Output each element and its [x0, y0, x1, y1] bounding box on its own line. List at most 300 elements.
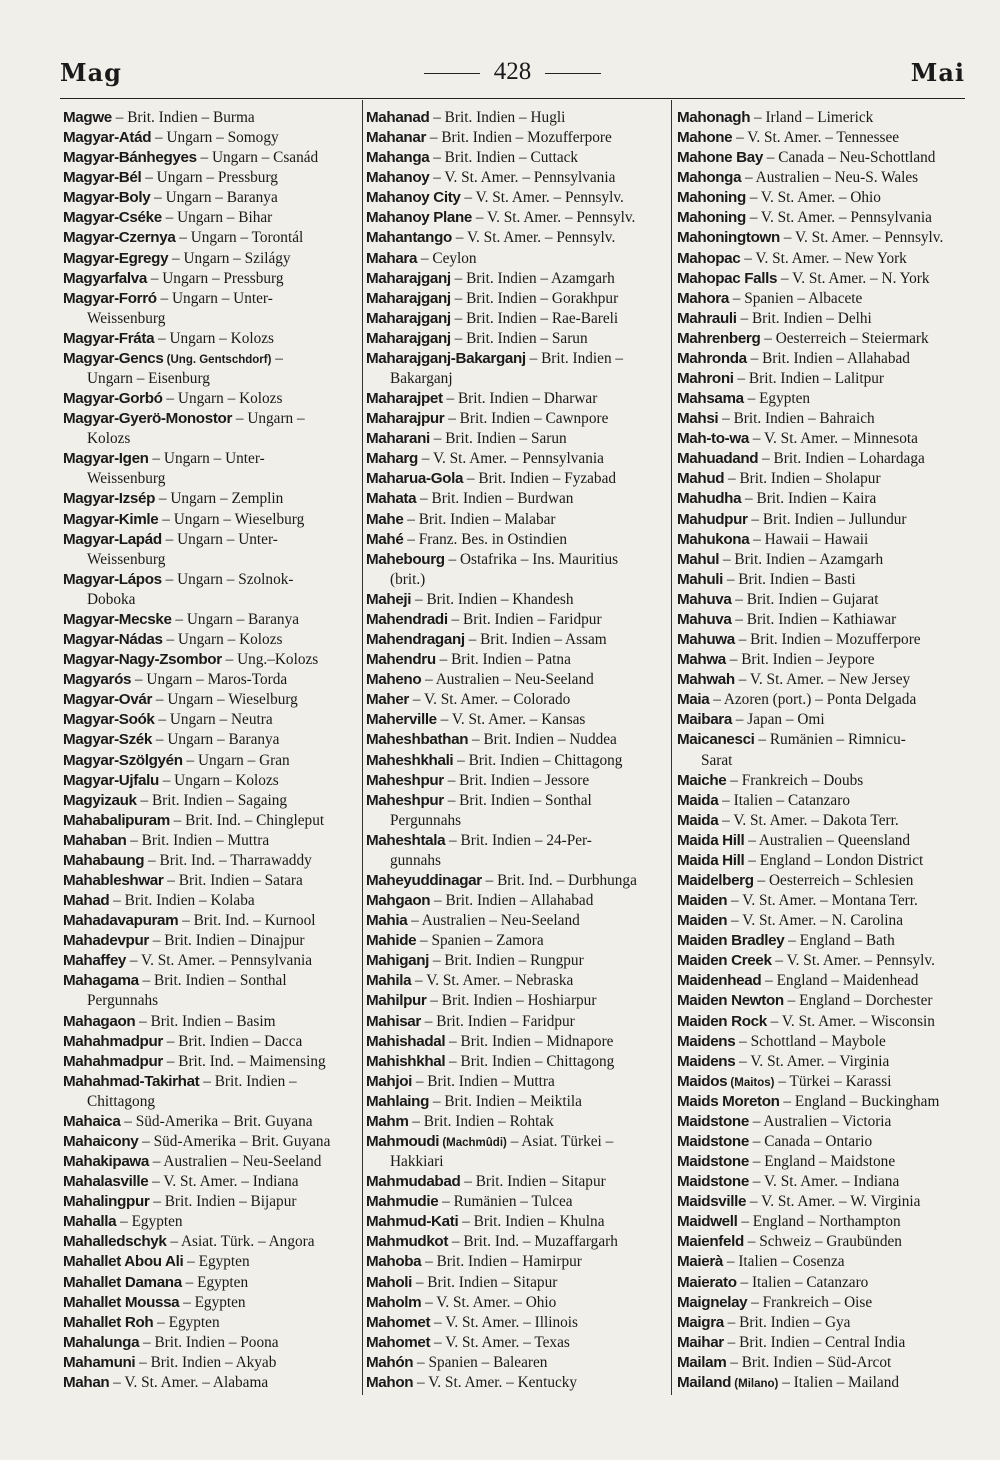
entry-location: – Ungarn – Csanád — [196, 149, 319, 167]
entry-headword: Maicanesci — [677, 731, 755, 749]
entry-location: – Australien – Victoria — [748, 1112, 892, 1130]
entry-headword: Mah-to-wa — [677, 430, 749, 448]
gazetteer-entry — [366, 1252, 666, 1272]
entry-location: – Brit. Indien – Sonthal — [138, 972, 287, 990]
entry-headword: Mahila — [366, 972, 412, 990]
entry-headword: Maiche — [677, 771, 727, 789]
entry-headword: Mahalunga — [63, 1333, 140, 1351]
entry-headword: Mahadavapuram — [63, 912, 179, 930]
entry-location: – Ungarn – Baranya — [171, 610, 300, 628]
gazetteer-entry — [677, 951, 969, 971]
header-dash-right — [545, 73, 601, 74]
entry-headword: Mahlaing — [366, 1092, 430, 1110]
gazetteer-entry — [677, 851, 969, 871]
entry-headword: Magyar-Igen — [63, 450, 149, 468]
gazetteer-entry — [366, 1333, 666, 1353]
gazetteer-entry — [63, 1012, 359, 1032]
entry-location: – Brit. Indien – Chittagong — [453, 751, 623, 769]
gazetteer-entry — [366, 489, 666, 509]
entry-location: – Australien – Queensland — [744, 831, 911, 849]
entry-location: – Ungarn – Torontál — [175, 229, 304, 247]
entry-location: – Australien – Neu-Seeland — [407, 912, 580, 930]
entry-headword: Magyar-Gencs — [63, 349, 164, 367]
header-right-catchword: Mai — [910, 58, 965, 87]
entry-location: – V. St. Amer. – Illinois — [430, 1313, 578, 1331]
entry-headword: Maidens — [677, 1052, 736, 1070]
entry-continuation: (brit.) — [390, 570, 426, 588]
gazetteer-entry — [677, 730, 969, 750]
entry-headword: Maidstone — [677, 1112, 749, 1130]
gazetteer-entry — [63, 1072, 359, 1092]
entry-location: – Spanien – Zamora — [416, 932, 544, 950]
gazetteer-entry — [63, 1112, 359, 1132]
entry-location: – England – Buckingham — [779, 1092, 940, 1110]
entry-location: – Brit. Indien – — [199, 1072, 297, 1090]
entry-headword: Maharajpet — [366, 390, 443, 408]
entry-headword: Maidens — [677, 1032, 736, 1050]
entry-continuation: Doboka — [87, 590, 136, 608]
entry-location: – Brit. Ind. – Kurnool — [178, 912, 316, 930]
entry-location: – Egypten — [179, 1293, 246, 1311]
entry-location: – V. St. Amer. – Virginia — [735, 1052, 890, 1070]
entry-headword: Mahendru — [366, 651, 436, 669]
entry-location: – Brit. Indien – Basim — [135, 1012, 276, 1030]
entry-headword: Mahishkhal — [366, 1052, 446, 1070]
gazetteer-entry — [63, 1172, 359, 1192]
entry-headword: Magyar-Ovár — [63, 691, 153, 709]
entry-location: – V. St. Amer. – Minnesota — [748, 430, 918, 448]
entry-location: – Ungarn – Unter- — [148, 450, 265, 468]
entry-location: – V. St. Amer. – Nebraska — [411, 972, 574, 990]
entry-location: – Brit. Indien – Faridpur — [447, 610, 602, 628]
gazetteer-entry — [63, 1373, 359, 1393]
entry-headword: Magwe — [63, 109, 112, 126]
entry-location: – Brit. Indien – Dacca — [162, 1032, 303, 1050]
gazetteer-entry — [677, 971, 969, 991]
entry-location: – Hawaii – Hawaii — [749, 530, 869, 548]
entry-headword: Mahad — [63, 892, 110, 910]
entry-location: – Brit. Indien – Rungpur — [429, 952, 584, 970]
entry-headword: Maiden Bradley — [677, 932, 785, 950]
entry-location: – Brit. Indien – Dinajpur — [148, 932, 305, 950]
entry-location: – Ungarn – Unter- — [161, 530, 278, 548]
gazetteer-entry — [366, 1092, 666, 1112]
entry-continuation: Ungarn – Eisenburg — [87, 370, 210, 388]
gazetteer-entry — [677, 831, 969, 851]
entry-headword: Mahmud-Kati — [366, 1213, 459, 1231]
gazetteer-entry — [677, 188, 969, 208]
gazetteer-entry — [63, 269, 359, 289]
entry-location: – V. St. Amer. – Pennsylvania — [126, 952, 313, 970]
entry-headword: Mahul — [677, 550, 720, 568]
entry-headword: Mahanga — [366, 149, 430, 167]
entry-location: – Spanien – Albacete — [728, 289, 863, 307]
entry-headword: Mahalledschyk — [63, 1233, 167, 1251]
entry-headword: Maida — [677, 811, 719, 829]
entry-continuation: Weissenburg — [87, 550, 166, 568]
entry-headword: Maida — [677, 791, 719, 809]
gazetteer-entry — [63, 349, 359, 369]
entry-location: – Brit. Indien – Muttra — [126, 831, 270, 849]
entry-headword: Mahara — [366, 249, 418, 267]
entry-location: – Australien – Neu-Seeland — [148, 1153, 322, 1171]
entry-location: – Brit. Indien – Allahabad — [430, 892, 594, 910]
entry-location: – V. St. Amer. – Ohio — [745, 189, 881, 207]
gazetteer-entry — [677, 1012, 969, 1032]
entry-headword: Maidsville — [677, 1193, 747, 1211]
column-divider — [671, 100, 672, 1395]
entry-location: – Ungarn – Pressburg — [141, 169, 278, 187]
gazetteer-entry — [366, 329, 666, 349]
entry-headword: Maheshbathan — [366, 731, 469, 749]
gazetteer-entry — [63, 690, 359, 710]
entry-location: – Brit. Indien – Hugli — [429, 109, 566, 126]
gazetteer-entry — [366, 510, 666, 530]
gazetteer-entry — [677, 610, 969, 630]
gazetteer-entry — [366, 349, 666, 369]
entry-headword: Magyar-Nádas — [63, 631, 163, 649]
entry-location: – Brit. Ind. – Maimensing — [162, 1052, 326, 1070]
gazetteer-entry — [677, 469, 969, 489]
entry-location: – Ungarn – Kolozs — [154, 329, 274, 347]
entry-location: – Brit. Indien – Hamirpur — [421, 1253, 582, 1271]
entry-headword: Maholm — [366, 1293, 422, 1311]
gazetteer-entry — [677, 1273, 969, 1293]
entry-headword: Mahide — [366, 932, 417, 950]
gazetteer-entry — [366, 269, 666, 289]
entry-headword: Magyar-Forró — [63, 289, 157, 307]
gazetteer-entry — [366, 1212, 666, 1232]
entry-headword: Mahud — [677, 470, 725, 488]
entry-location: – Brit. Indien – Kolaba — [109, 892, 255, 910]
entry-headword: Maigra — [677, 1313, 724, 1331]
gazetteer-entry — [366, 409, 666, 429]
gazetteer-entry — [366, 931, 666, 951]
entry-location: – Ungarn – Zemplin — [155, 490, 284, 508]
gazetteer-entry — [677, 208, 969, 228]
gazetteer-entry — [366, 289, 666, 309]
gazetteer-entry — [366, 871, 666, 891]
entry-location: – Rumänien – Tulcea — [438, 1193, 573, 1211]
entry-headword: Mahroni — [677, 370, 734, 388]
entry-headword: Mahwah — [677, 671, 735, 689]
entry-location: – Frankreich – Doubs — [726, 771, 864, 789]
entry-location: – Brit. Indien – Khandesh — [411, 590, 574, 608]
entry-location: – — [271, 349, 283, 367]
entry-headword: Maida Hill — [677, 831, 745, 849]
entry-headword: Maheshpur — [366, 791, 444, 809]
entry-headword: Maheno — [366, 671, 422, 689]
entry-headword: Magyar-Bél — [63, 169, 142, 187]
entry-headword: Mahamuni — [63, 1353, 136, 1371]
entry-headword: Mahomet — [366, 1333, 431, 1351]
entry-headword: Maidos — [677, 1072, 728, 1090]
gazetteer-entry — [63, 630, 359, 650]
entry-location: – Canada – Ontario — [748, 1132, 873, 1150]
entry-location: – Brit. Indien – Cawnpore — [444, 410, 609, 428]
entry-continuation: Chittagong — [87, 1092, 155, 1110]
entry-location: – Brit. Indien – Meiktila — [429, 1092, 582, 1110]
entry-headword: Maierà — [677, 1253, 724, 1271]
entry-location: – Brit. Indien – 24-Per- — [445, 831, 592, 849]
entry-location: – Brit. Indien – Sonthal — [443, 791, 592, 809]
entry-headword: Maida Hill — [677, 851, 745, 869]
entry-headword: Maiden — [677, 912, 728, 930]
entry-location: – Brit. Indien – Poona — [139, 1333, 279, 1351]
entry-location: – V. St. Amer. – Pennsylv. — [451, 229, 616, 247]
entry-headword: Mahoba — [366, 1253, 422, 1271]
gazetteer-entry — [63, 831, 359, 851]
entry-location: – Ungarn – Pressburg — [146, 269, 284, 287]
gazetteer-entry — [366, 148, 666, 168]
entry-location: – Australien – Neu-Seeland — [421, 671, 594, 689]
entry-location: – Brit. Ind. – Chingleput — [169, 811, 325, 829]
gazetteer-entry — [366, 108, 666, 128]
entry-location: – Brit. Indien – Mozufferpore — [426, 129, 612, 147]
entry-location: – Ungarn – Somogy — [151, 129, 279, 147]
entry-headword: Maihar — [677, 1333, 724, 1351]
entry-continuation: gunnahs — [390, 851, 441, 869]
entry-location: – Brit. Indien – Azamgarh — [719, 550, 884, 568]
gazetteer-entry — [63, 168, 359, 188]
gazetteer-entry — [677, 510, 969, 530]
gazetteer-entry — [677, 1212, 969, 1232]
entry-location: – Ungarn – Wieselburg — [152, 691, 298, 709]
entry-location: – V. St. Amer. – Pennsylv. — [779, 229, 944, 247]
entry-location: – Schweiz – Graubünden — [743, 1233, 902, 1251]
entry-headword: Mahaffey — [63, 952, 127, 970]
entry-location: – Ungarn – Maros-Torda — [131, 671, 288, 689]
entry-headword: Magyar-Bánhegyes — [63, 149, 197, 167]
entry-headword: Mahaicony — [63, 1132, 139, 1150]
gazetteer-entry — [63, 610, 359, 630]
entry-headword: Magyarfalva — [63, 269, 147, 287]
entry-location: – Oesterreich – Schlesien — [753, 871, 914, 889]
gazetteer-entry — [366, 1072, 666, 1092]
entry-alt-name: (Maitos) — [727, 1076, 775, 1089]
gazetteer-entry — [677, 369, 969, 389]
entry-location: – V. St. Amer. – Pennsylv. — [771, 952, 935, 970]
entry-headword: Mahoning — [677, 189, 746, 207]
entry-location: – Brit. Indien – Muttra — [412, 1072, 555, 1090]
entry-headword: Maharg — [366, 450, 418, 468]
gazetteer-entry — [366, 670, 666, 690]
gazetteer-entry — [677, 269, 969, 289]
entry-location: – Brit. Indien – Central India — [723, 1333, 906, 1351]
entry-headword: Mahia — [366, 912, 408, 930]
entry-headword: Mahalla — [63, 1213, 117, 1231]
gazetteer-entry — [677, 1172, 969, 1192]
entry-alt-name: (Milano) — [731, 1377, 779, 1390]
gazetteer-entry — [63, 931, 359, 951]
gazetteer-entry — [677, 108, 969, 128]
entry-location: – V. St. Amer. – Indiana — [148, 1173, 299, 1191]
entry-headword: Mahabalipuram — [63, 811, 170, 829]
entry-headword: Mahabaung — [63, 851, 145, 869]
entry-headword: Maheyuddinagar — [366, 871, 482, 889]
entry-location: – Azoren (port.) – Ponta Delgada — [709, 691, 917, 709]
entry-location: – Brit. Indien – Burdwan — [416, 490, 574, 508]
column-3 — [677, 108, 969, 1393]
gazetteer-entry — [366, 1192, 666, 1212]
entry-location: – Egypten — [181, 1273, 249, 1291]
entry-headword: Magyar-Gyerö-Monostor — [63, 410, 233, 428]
gazetteer-entry — [63, 289, 359, 309]
entry-location: – V. St. Amer. – N. Carolina — [727, 912, 903, 930]
gazetteer-entry — [63, 1313, 359, 1333]
gazetteer-entry — [63, 1132, 359, 1152]
gazetteer-entry — [366, 1132, 666, 1152]
entry-headword: Mahudpur — [677, 510, 748, 528]
entry-location: – Brit. Indien – Assam — [464, 631, 607, 649]
entry-location: – Brit. Indien – Fyzabad — [463, 470, 617, 488]
entry-location: – Ungarn – Kolozs — [162, 631, 283, 649]
entry-headword: Mahone Bay — [677, 149, 763, 167]
entry-location: – Brit. Indien – Midnapore — [445, 1032, 614, 1050]
entry-location: – V. St. Amer. – Ohio — [421, 1293, 557, 1311]
gazetteer-entry — [677, 1092, 969, 1112]
entry-headword: Mahallet Damana — [63, 1273, 182, 1291]
entry-headword: Mahata — [366, 490, 417, 508]
entry-headword: Mahrenberg — [677, 329, 761, 347]
gazetteer-entry — [63, 730, 359, 750]
gazetteer-entry — [63, 1333, 359, 1353]
gazetteer-entry — [366, 991, 666, 1011]
gazetteer-entry — [63, 329, 359, 349]
entry-location: – Brit. Indien – Cuttack — [429, 149, 579, 167]
entry-headword: Maiden — [677, 892, 728, 910]
entry-location: – Brit. Indien – Satara — [163, 871, 303, 889]
entry-location: – V. St. Amer. – W. Virginia — [746, 1193, 921, 1211]
gazetteer-entry — [63, 1252, 359, 1272]
gazetteer-entry — [677, 1373, 969, 1393]
entry-headword: Mahuva — [677, 610, 732, 628]
entry-headword: Mahagama — [63, 972, 139, 990]
entry-location: – Italien – Catanzaro — [736, 1273, 869, 1291]
gazetteer-entry — [63, 128, 359, 148]
gazetteer-entry — [63, 449, 359, 469]
entry-location: – Brit. Indien – Delhi — [736, 309, 872, 327]
entry-location: – Oesterreich – Steiermark — [760, 329, 929, 347]
entry-headword: Maidenhead — [677, 972, 762, 990]
gazetteer-entry — [677, 249, 969, 269]
entry-location: – Brit. Indien – Sitapur — [412, 1273, 558, 1291]
entry-location: – Ungarn – Gran — [182, 751, 290, 769]
entry-headword: Magyar-Nagy-Zsombor — [63, 651, 222, 669]
entry-location: – England – Northampton — [737, 1213, 901, 1231]
entry-location: – Ungarn – Baranya — [152, 731, 280, 749]
entry-headword: Mahwa — [677, 651, 726, 669]
entry-location: – Brit. Indien – Sarun — [429, 430, 567, 448]
entry-headword: Mahan — [63, 1373, 110, 1391]
gazetteer-entry — [677, 1192, 969, 1212]
entry-headword: Mahahmad-Takirhat — [63, 1072, 200, 1090]
entry-location: – Brit. Indien – Faridpur — [420, 1012, 575, 1030]
entry-headword: Mahebourg — [366, 550, 445, 568]
entry-headword: Maherville — [366, 711, 437, 729]
gazetteer-entry — [366, 1353, 666, 1373]
entry-headword: Maiden Creek — [677, 952, 772, 970]
gazetteer-entry — [677, 811, 969, 831]
entry-headword: Mahallet Moussa — [63, 1293, 180, 1311]
entry-headword: Maids Moreton — [677, 1092, 780, 1110]
entry-location: – Ungarn – Wieselburg — [158, 510, 305, 528]
entry-headword: Magyar-Fráta — [63, 329, 155, 347]
entry-location: – England – Maidstone — [748, 1153, 896, 1171]
gazetteer-entry — [677, 1112, 969, 1132]
entry-headword: Mahukona — [677, 530, 750, 548]
gazetteer-entry — [677, 409, 969, 429]
entry-location: – Spanien – Balearen — [413, 1353, 548, 1371]
entry-headword: Maharajganj — [366, 309, 451, 327]
entry-location: – Süd-Amerika – Brit. Guyana — [120, 1112, 313, 1130]
gazetteer-entry — [63, 148, 359, 168]
entry-headword: Mahopac — [677, 249, 741, 267]
gazetteer-entry — [677, 911, 969, 931]
column-1 — [63, 108, 359, 1393]
entry-headword: Magyar-Boly — [63, 189, 151, 207]
gazetteer-entry — [63, 851, 359, 871]
entry-location: – Ungarn – Szilágy — [168, 249, 291, 267]
entry-location: – Australien – Neu-S. Wales — [741, 169, 919, 187]
entry-location: – V. St. Amer. – New York — [740, 249, 907, 267]
gazetteer-entry — [366, 610, 666, 630]
entry-headword: Mahomet — [366, 1313, 431, 1331]
entry-continuation: Weissenburg — [87, 309, 166, 327]
column-divider — [362, 100, 363, 1395]
entry-location: – Brit. Indien – Dharwar — [442, 390, 598, 408]
gazetteer-entry — [366, 1032, 666, 1052]
gazetteer-entry — [63, 249, 359, 269]
gazetteer-entry — [677, 570, 969, 590]
entry-location: – England – Bath — [784, 932, 895, 950]
entry-headword: Maidstone — [677, 1132, 749, 1150]
gazetteer-entry — [63, 1212, 359, 1232]
entry-location: – Brit. Indien – Jessore — [443, 771, 590, 789]
entry-continuation: Pergunnahs — [390, 811, 462, 829]
entry-headword: Mahoningtown — [677, 229, 780, 247]
gazetteer-entry — [677, 550, 969, 570]
entry-location: – Brit. Indien – Sitapur — [460, 1173, 606, 1191]
gazetteer-entry — [63, 389, 359, 409]
gazetteer-entry — [63, 811, 359, 831]
entry-headword: Maia — [677, 691, 710, 709]
page-number-group — [60, 58, 965, 86]
entry-location: – England – Dorchester — [783, 992, 933, 1010]
entry-continuation: Weissenburg — [87, 470, 166, 488]
gazetteer-entry — [366, 951, 666, 971]
entry-alt-name: (Ung. Gentschdorf) — [163, 353, 272, 366]
entry-headword: Mahishadal — [366, 1032, 446, 1050]
entry-headword: Maharajganj — [366, 329, 451, 347]
gazetteer-entry — [366, 730, 666, 750]
entry-headword: Mahjoi — [366, 1072, 412, 1090]
entry-headword: Maiden Rock — [677, 1012, 767, 1030]
entry-headword: Mahuwa — [677, 631, 735, 649]
entry-location: – Brit. Indien – Kathiawar — [731, 610, 897, 628]
entry-headword: Mahé — [366, 530, 404, 548]
entry-headword: Mahahmadpur — [63, 1032, 163, 1050]
gazetteer-entry — [677, 128, 969, 148]
entry-headword: Mahakipawa — [63, 1153, 149, 1171]
gazetteer-entry — [366, 309, 666, 329]
gazetteer-entry — [366, 791, 666, 811]
entry-location: – Ungarn – Neutra — [154, 711, 273, 729]
gazetteer-entry — [677, 710, 969, 730]
entry-location: – V. St. Amer. – Alabama — [109, 1373, 269, 1391]
gazetteer-entry — [366, 650, 666, 670]
gazetteer-entry — [677, 1353, 969, 1373]
